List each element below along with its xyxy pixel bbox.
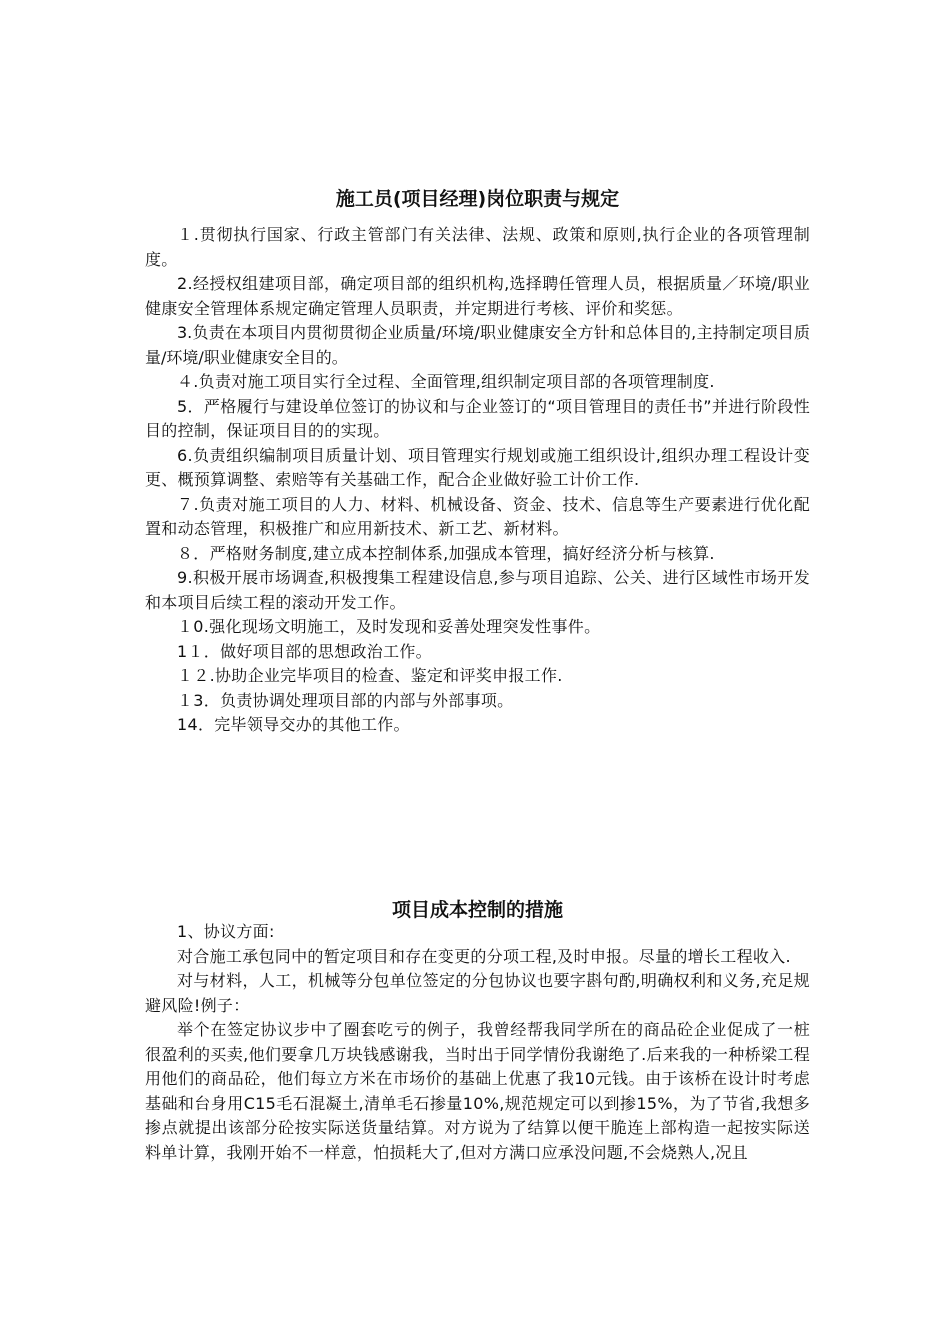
duty-item: 9.积极开展市场调查,积极搜集工程建设信息,参与项目追踪、公关、进行区域性市场开发和本项目后续工程的滚动开发工作。: [145, 568, 810, 612]
duty-item: 6.负责组织编制项目质量计划、项目管理实行规划或施工组织设计,组织办理工程设计变更、概预算调整、索赔等有关基础工作，配合企业做好验工计价工作.: [145, 445, 810, 489]
duty-item: 2.经授权组建项目部，确定项目部的组织机构,选择聘任管理人员，根据质量／环境/职业健康安全管理体系规定确定管理人员职责，并定期进行考核、评价和奖惩。: [145, 274, 810, 318]
duty-item: １3．负责协调处理项目部的内部与外部事项。: [177, 690, 514, 710]
duty-item: 5．严格履行与建设单位签订的协议和与企业签订的“项目管理目的责任书”并进行阶段性目的控制，保证项目目的的实现。: [145, 396, 810, 440]
section-title-job-duties: 施工员(项目经理)岗位职责与规定: [335, 188, 620, 210]
duty-item: ８．严格财务制度,建立成本控制体系,加强成本管理，搞好经济分析与核算.: [177, 543, 715, 563]
cost-control-paragraph: 举个在签定协议步中了圈套吃亏的例子，我曾经帮我同学所在的商品砼企业促成了一桩很盈利的买卖,他们要拿几万块钱感谢我，当时出于同学情份我谢绝了.后来我的一种桥梁工程用他们的商品砼，他们每立方米在市场价的基础上优惠了我10元钱。由于该桥在设计时考虑基础和台身用C15毛石混凝土,清单毛石掺量10%,规范规定可以到掺15%，为了节省,我想多掺点就提出该部分砼按实际送货量结算。对方说为了结算以便干脆连上部构造一起按实际送料单计算，我刚开始不一样意，怕损耗大了,但对方满口应承没问题,不会烧熟人,况且: [145, 1020, 810, 1162]
job-duties-list: [145, 223, 810, 738]
duty-item: 1１．做好项目部的思想政治工作。: [177, 641, 432, 661]
duty-item: ４.负责对施工项目实行全过程、全面管理,组织制定项目部的各项管理制度.: [177, 372, 715, 391]
duty-item: 14．完毕领导交办的其他工作。: [177, 715, 410, 734]
cost-control-paragraph: 对合施工承包同中的暂定项目和存在变更的分项工程,及时申报。尽量的增长工程收入.: [177, 946, 791, 966]
duty-item: 3.负责在本项目内贯彻贯彻企业质量/环境/职业健康安全方针和总体目的,主持制定项目质量/环境/职业健康安全目的。: [145, 323, 810, 367]
section-title-cost-control: 项目成本控制的措施: [391, 899, 563, 921]
duty-item: １２.协助企业完毕项目的检查、鉴定和评奖申报工作.: [177, 666, 563, 685]
duty-item: １0.强化现场文明施工，及时发现和妥善处理突发性事件。: [177, 617, 601, 636]
cost-control-heading: 1、协议方面:: [177, 922, 275, 941]
duty-item: ７.负责对施工项目的人力、材料、机械设备、资金、技术、信息等生产要素进行优化配置和动态管理，积极推广和应用新技术、新工艺、新材料。: [145, 494, 810, 538]
duty-item: １.贯彻执行国家、行政主管部门有关法律、法规、政策和原则,执行企业的各项管理制度。: [145, 225, 810, 269]
cost-control-body: [145, 920, 810, 1165]
cost-control-paragraph: 对与材料，人工，机械等分包单位签定的分包协议也要字斟句酌,明确权利和义务,充足规避风险!例子：: [145, 971, 810, 1015]
